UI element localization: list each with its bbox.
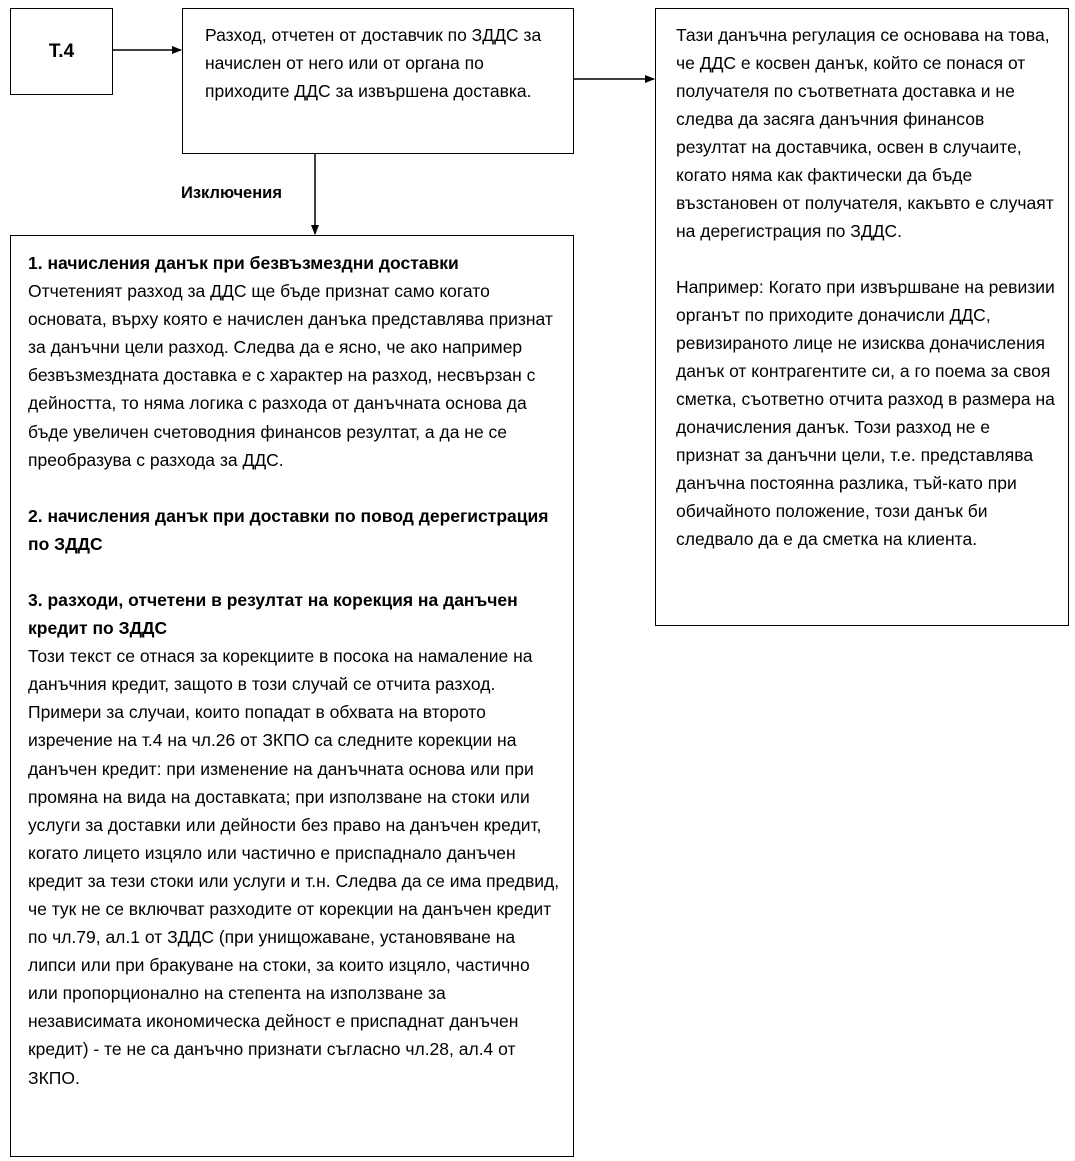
regulation-text-1: Тази данъчна регулация се основава на това, че ДДС е косвен данък, който се понася от получателя по съответната доставка и не следва да засяга данъчния финансов резултат на доставчика, освен в случаите, когато няма как фактически да бъде възстановен от получателя, какъвто е случаят на дерегистрация по ЗДДС. [676, 25, 1054, 241]
paragraph-gap [28, 558, 561, 586]
exception-3-title: 3. разходи, отчетени в резултат на корекция на данъчен кредит по ЗДДС [28, 589, 518, 639]
exceptions-label: Изключения [181, 184, 282, 202]
regulation-box [655, 8, 1069, 626]
paragraph-gap [676, 245, 1058, 273]
exception-1-title: 1. начисления данък при безвъзмездни доставки [28, 253, 459, 273]
exception-1-text: Отчетеният разход за ДДС ще бъде признат само когато основата, върху която е начислен данъка представлява признат за данъчни цели разход. Следва да е ясно, че ако например безвъзмездната доставка е с характер на разход, несвързан с дейността, то няма логика с разхода от данъчната основа да бъде увеличен счетоводния финансов резултат, а да не се преобразува с разхода за ДДС. [28, 281, 553, 470]
paragraph-gap [28, 474, 561, 502]
expense-text: Разход, отчетен от доставчик по ЗДДС за начислен от него или от органа по приходите ДДС за извършена доставка. [205, 25, 542, 101]
t4-label: Т.4 [48, 40, 75, 62]
exceptions-box [10, 235, 574, 1157]
t4-box [10, 8, 113, 95]
regulation-text-2: Например: Когато при извършване на ревизии органът по приходите доначисли ДДС, ревизираното лице не изисква доначисления данък от контрагентите си, а го поема за своя сметка, съответно отчита разход в размера на доначисления данък. Този разход не е признат за данъчни цели, т.е. представлява данъчна постоянна разлика, тъй-като при обичайното положение, този данък би следвало да е да сметка на клиента. [676, 277, 1055, 549]
exception-2-title: 2. начисления данък при доставки по повод дерегистрация по ЗДДС [28, 505, 549, 554]
expense-box [182, 8, 574, 154]
exception-3-text: Този текст се отнася за корекциите в посока на намаление на данъчния кредит, защото в този случай се отчита разход. Примери за случаи, които попадат в обхвата на второто изречение на т.4 на чл.26 от ЗКПО са следните корекции на данъчен кредит: при изменение на данъчната основа или при промяна на вида на доставката; при използване на стоки или услуги за доставки или дейности без право на данъчен кредит, когато лицето изцяло или частично е приспаднало данъчен кредит за тези стоки или услуги и т.н. Следва да се има предвид, че тук не се включват разходите от корекции на данъчен кредит по чл.79, ал.1 от ЗДДС (при унищожаване, установяване на липси или при бракуване на стоки, за които изцяло, частично или пропорционално на степента на използване за независимата икономическа дейност е приспаднат данъчен кредит) - те не са данъчно признати съгласно чл.28, ал.4 от ЗКПО. [28, 646, 560, 1088]
